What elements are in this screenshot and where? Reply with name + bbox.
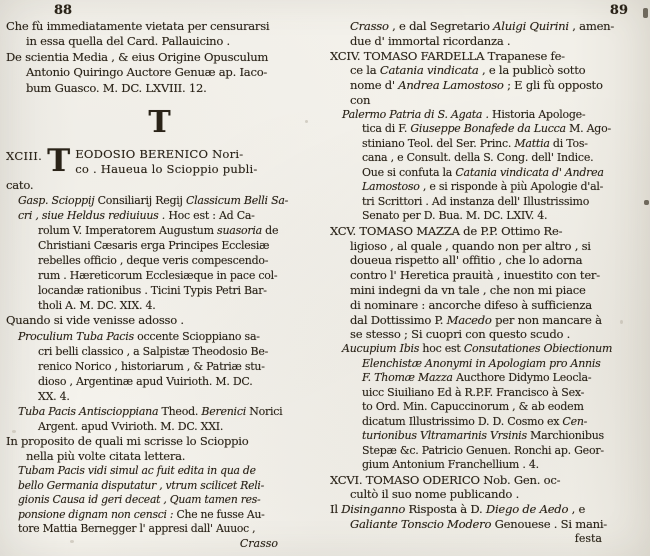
- text-run: uicc Siuiliano Ed à R.P.F. Francisco à Sex-: [362, 385, 585, 399]
- text-line: [6, 389, 314, 404]
- italic-text-run: Aluigi Quirini: [493, 19, 569, 33]
- text-run: , e si risponde à più Apologie d'al-: [419, 180, 604, 194]
- text-run: mini indegni da vn tale , che non mi piace: [350, 282, 586, 297]
- italic-text-run: Catania vindicata d' Andrea: [455, 165, 604, 179]
- text-line: [6, 329, 314, 344]
- text-run: co . Haueua lo Scioppio publi-: [75, 162, 258, 177]
- page-number-left: 88: [54, 3, 73, 18]
- paragraph-block: [6, 19, 314, 50]
- text-run: to Ord. Min. Capuccinorum , & ab eodem: [362, 400, 584, 414]
- text-run: , amen-: [568, 19, 615, 33]
- text-line: [6, 313, 314, 328]
- text-run: Il: [330, 502, 342, 517]
- scan-edge-mark: [643, 8, 648, 18]
- text-run: rebelles officio , deque veris compescendo-: [38, 254, 269, 268]
- right-column-text: [330, 19, 638, 546]
- text-run: nella più volte citata lettera.: [26, 449, 186, 464]
- text-run: tri Scrittori . Ad instanza dell' Illustrissimo: [362, 194, 590, 208]
- text-run: Aucthore Didymo Leocla-: [455, 371, 592, 385]
- italic-text-run: suasoria: [217, 224, 262, 238]
- text-run: dicatum Illustrissimo D. D. Cosmo ex: [362, 414, 563, 428]
- quoted-title-block: [330, 342, 638, 473]
- entry-with-dropcap: [6, 143, 314, 180]
- right-column: [330, 3, 638, 555]
- text-line: [330, 283, 638, 298]
- quoted-title-block: [6, 464, 314, 536]
- text-run: XCIV. TOMASO FARDELLA Trapanese fe-: [330, 48, 565, 63]
- text-line: [330, 327, 638, 342]
- scan-artifact: [70, 540, 74, 543]
- text-run: rolum V. Imperatorem Augustum: [38, 224, 218, 238]
- quoted-title-block: [6, 329, 314, 404]
- text-line: [330, 49, 638, 64]
- text-line: [6, 298, 314, 313]
- italic-text-run: Lamostoso: [362, 180, 420, 194]
- text-run: gium Antonium Franchellium . 4.: [362, 458, 539, 472]
- italic-text-run: bello Germania disputatur , vtrum scilicet Reli-: [18, 478, 265, 492]
- paragraph-block: [6, 313, 314, 328]
- section-letter-heading: T: [148, 105, 172, 141]
- italic-text-run: turionibus Vltramarinis Vrsinis: [362, 429, 531, 443]
- text-line: [6, 208, 314, 223]
- italic-text-run: Gasp. Scioppij: [18, 194, 98, 208]
- text-line: [330, 313, 638, 328]
- text-line: [6, 253, 314, 268]
- text-line: [330, 166, 638, 181]
- text-line: [330, 502, 638, 517]
- paragraph-block: [6, 178, 314, 193]
- text-run: tore Mattia Bernegger l' appresi dall' Auuoc ,: [18, 522, 256, 536]
- text-line: [330, 357, 638, 372]
- text-line: [330, 108, 638, 123]
- text-line: [6, 238, 314, 253]
- text-line: [330, 34, 638, 49]
- left-column: [6, 3, 314, 555]
- text-line: [6, 283, 314, 298]
- text-line: [330, 93, 638, 108]
- text-run: XX. 4.: [38, 389, 70, 403]
- text-run: Genouese . Si mani-: [494, 517, 607, 532]
- text-run: festa: [574, 531, 602, 545]
- text-run: de: [261, 224, 279, 238]
- text-run: Che fù immediatamente vietata per censurarsi: [6, 19, 270, 33]
- text-run: due d' immortal ricordanza .: [350, 33, 511, 48]
- text-line: [75, 162, 257, 177]
- italic-text-run: Berenici: [201, 404, 250, 418]
- text-run: , e la publicò sotto: [478, 63, 586, 78]
- text-run: Theod.: [161, 404, 202, 418]
- text-line: [330, 195, 638, 210]
- text-line: [330, 209, 638, 224]
- text-run: EODOSIO BERENICO Nori-: [75, 147, 244, 162]
- paragraph-block: [330, 502, 638, 532]
- text-run: Antonio Quiringo Auctore Genuæ ap. Iaco-: [26, 65, 268, 80]
- text-line: [330, 386, 638, 401]
- text-run: Christiani Cæsaris erga Principes Ecclesiæ: [38, 239, 270, 253]
- italic-text-run: Elenchistæ Anonymi in Apologiam pro Annis: [362, 356, 601, 370]
- scan-edge-mark: [644, 200, 649, 205]
- paragraph-block: [6, 434, 314, 465]
- text-line: [330, 371, 638, 386]
- text-line: [330, 224, 638, 239]
- italic-text-run: Catania vindicata: [379, 63, 479, 78]
- text-run: Norici: [249, 404, 283, 418]
- text-run: Stepæ &c. Patricio Genuen. Ronchi ap. Geor-: [362, 443, 604, 457]
- dropcap-lines: [75, 147, 257, 178]
- text-line: [330, 63, 638, 78]
- text-line: [6, 50, 314, 65]
- text-line: [330, 122, 638, 137]
- text-line: [330, 239, 638, 254]
- text-run: dal Dottissimo P.: [350, 312, 447, 327]
- text-line: [6, 359, 314, 374]
- catchword: [330, 532, 638, 546]
- text-run: di nominare : ancorche difeso à sufficienza: [350, 297, 592, 312]
- quoted-title-block: [6, 193, 314, 313]
- text-line: [6, 508, 314, 522]
- text-line: [330, 415, 638, 430]
- text-line: [330, 400, 638, 415]
- text-line: [330, 444, 638, 459]
- text-run: cultò il suo nome publicando .: [350, 487, 520, 502]
- text-run: XCV. TOMASO MAZZA de P.P. Ottimo Re-: [330, 223, 563, 238]
- text-line: [6, 479, 314, 493]
- text-run: Quando si vide venisse adosso .: [6, 313, 184, 328]
- text-run: con: [350, 92, 371, 107]
- text-run: Senato per D. Bua. M. DC. LXIV. 4.: [362, 209, 548, 223]
- text-run: cri belli classico , a Salpistæ Theodosio Be-: [38, 344, 269, 358]
- text-line: [6, 404, 314, 419]
- text-run: tholi A. M. DC. XIX. 4.: [38, 299, 156, 313]
- italic-text-run: Cen-: [562, 414, 588, 428]
- scan-artifact: [12, 430, 16, 433]
- text-run: in essa quella del Card. Pallauicino .: [26, 34, 230, 49]
- text-line: [6, 374, 314, 389]
- italic-text-run: gionis Causa id geri deceat , Quam tamen res-: [18, 493, 261, 507]
- text-line: [6, 449, 314, 464]
- italic-text-run: Giuseppe Bonafede da Lucca: [410, 122, 566, 136]
- italic-text-run: Classicum Belli Sa-: [185, 194, 289, 208]
- quoted-title-block: [6, 404, 314, 434]
- text-line: [330, 298, 638, 313]
- italic-text-run: Aucupium Ibis: [342, 342, 423, 356]
- text-run: per non mancare à: [491, 312, 602, 327]
- italic-text-run: F. Thomæ Mazza: [362, 371, 456, 385]
- text-run: bum Guasco. M. DC. LXVIII. 12.: [26, 80, 207, 95]
- text-run: cato.: [6, 177, 34, 192]
- text-line: [330, 268, 638, 283]
- italic-text-run: Palermo Patria di S. Agata .: [342, 107, 492, 121]
- paragraph-block: [330, 19, 638, 49]
- paragraph-block: [330, 49, 638, 108]
- scan-artifact: [620, 320, 623, 324]
- page-number-right: 89: [609, 3, 628, 18]
- text-line: [330, 429, 638, 444]
- italic-text-run: Crasso: [350, 19, 389, 33]
- text-run: Argent. apud Vvirioth. M. DC. XXI.: [38, 419, 224, 433]
- text-line: [330, 151, 638, 166]
- text-line: [6, 178, 314, 193]
- italic-text-run: Tuba Pacis Antiscioppiana: [18, 404, 162, 418]
- text-line: [330, 473, 638, 488]
- italic-text-run: Mattia: [514, 136, 550, 150]
- text-run: doueua rispetto all' offitio , che lo adorna: [350, 253, 583, 268]
- entry-number: XCIII.: [6, 149, 43, 164]
- text-line: [75, 147, 257, 162]
- text-run: rum . Hæreticorum Ecclesiæque in pace col-: [38, 269, 278, 283]
- text-line: [6, 268, 314, 283]
- italic-text-run: Macedo: [446, 312, 492, 327]
- text-run: Risposta à D.: [405, 502, 486, 517]
- text-run: Marchionibus: [530, 429, 604, 443]
- paragraph-block: [330, 224, 638, 342]
- text-run: cana , e Consult. della S. Cong. dell' Indice.: [362, 151, 594, 165]
- text-run: nome d': [350, 78, 399, 93]
- text-run: tica di F.: [362, 122, 411, 136]
- left-column-text: [6, 19, 314, 551]
- italic-text-run: cri , siue Heldus rediuiuus .: [18, 209, 169, 223]
- text-line: [330, 19, 638, 34]
- text-run: , e: [568, 502, 586, 517]
- italic-text-run: Disinganno: [341, 502, 406, 517]
- text-line: [6, 19, 314, 34]
- italic-text-run: Diego de Aedo: [485, 502, 569, 517]
- text-run: se stesso ; Si cuopri con questo scudo .: [350, 327, 571, 342]
- text-line: [6, 81, 314, 96]
- text-run: renico Norico , historiarum , & Patriæ stu-: [38, 359, 265, 373]
- text-run: di Tos-: [549, 136, 588, 150]
- text-run: ; E gli fù opposto: [503, 78, 603, 93]
- scan-artifact: [305, 120, 308, 123]
- text-line: [6, 344, 314, 359]
- text-line: [330, 78, 638, 93]
- text-line: [6, 522, 314, 536]
- text-line: [6, 193, 314, 208]
- text-run: locandæ rationibus . Ticini Typis Petri Bar-: [38, 284, 267, 298]
- text-run: XCVI. TOMASO ODERICO Nob. Gen. oc-: [330, 472, 561, 487]
- italic-text-run: ponsione dignam non censci :: [18, 507, 177, 521]
- text-line: [6, 434, 314, 449]
- text-line: [330, 458, 638, 473]
- text-line: [330, 137, 638, 152]
- italic-text-run: Andrea Lamostoso: [398, 78, 504, 93]
- text-line: [330, 342, 638, 357]
- text-run: , e dal Segretario: [388, 19, 494, 33]
- text-run: ligioso , al quale , quando non per altro , si: [350, 238, 591, 253]
- text-run: hoc est: [422, 342, 464, 356]
- text-line: [6, 34, 314, 49]
- text-run: Historia Apologe-: [491, 107, 586, 121]
- quoted-title-block: [330, 108, 638, 224]
- text-run: Oue si confuta la: [362, 165, 456, 179]
- text-line: [330, 487, 638, 502]
- text-run: contro l' Heretica prauità , inuestito con ter-: [350, 268, 600, 283]
- paragraph-block: [6, 50, 314, 96]
- text-line: [6, 419, 314, 434]
- text-line: [6, 223, 314, 238]
- text-line: [330, 180, 638, 195]
- paragraph-block: [330, 473, 638, 503]
- text-run: Hoc est : Ad Ca-: [168, 209, 255, 223]
- text-run: dioso , Argentinæ apud Vuirioth. M. DC.: [38, 374, 253, 388]
- text-run: Che ne fusse Au-: [176, 507, 265, 521]
- text-run: occente Scioppiano sa-: [137, 329, 260, 343]
- text-run: Consiliarij Regij: [97, 194, 186, 208]
- text-run: M. Ago-: [565, 122, 611, 136]
- text-run: De scientia Media , & eius Origine Opusculum: [6, 49, 269, 64]
- italic-text-run: Galiante Tonscio Modero: [350, 517, 495, 532]
- text-run: ce la: [350, 63, 380, 78]
- text-line: [6, 65, 314, 80]
- italic-text-run: Consutationes Obiectionum: [463, 342, 613, 356]
- text-line: [330, 517, 638, 532]
- text-run: stiniano Teol. del Ser. Princ.: [362, 136, 515, 150]
- drop-cap-letter: T: [47, 143, 71, 180]
- italic-text-run: Tubam Pacis vidi simul ac fuit edita in qua de: [18, 464, 256, 478]
- text-run: In proposito de quali mi scrisse lo Scioppio: [6, 433, 249, 448]
- text-line: [6, 493, 314, 507]
- text-line: [330, 253, 638, 268]
- catchword: [6, 537, 314, 551]
- text-line: [6, 464, 314, 478]
- italic-text-run: Proculium Tuba Pacis: [18, 329, 138, 343]
- italic-text-run: Crasso: [239, 536, 278, 550]
